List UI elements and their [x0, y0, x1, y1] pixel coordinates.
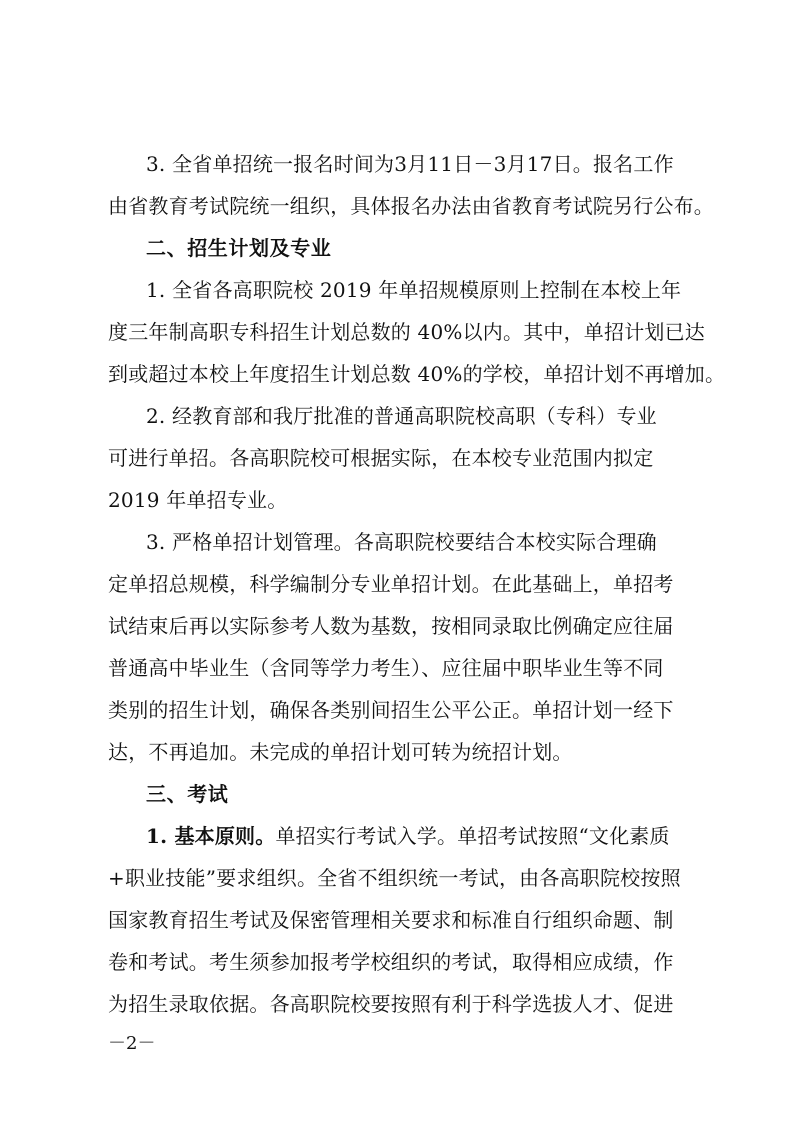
paragraph-line: 度三年制高职专科招生计划总数的 40%以内。其中，单招计划已达 — [108, 320, 706, 344]
paragraph-line: 到或超过本校上年度招生计划总数 40%的学校，单招计划不再增加。 — [108, 362, 726, 386]
paragraph-line: 卷和考试。考生须参加报考学校组织的考试，取得相应成绩，作 — [108, 950, 674, 974]
paragraph-text: 单招实行考试入学。单招考试按照“文化素质 — [275, 824, 670, 848]
paragraph-line: +职业技能”要求组织。全省不组织统一考试，由各高职院校按照 — [108, 866, 681, 890]
paragraph-line: 试结束后再以实际参考人数为基数，按相同录取比例确定应往届 — [108, 614, 674, 638]
paragraph-line: 定单招总规模，科学编制分专业单招计划。在此基础上，单招考 — [108, 572, 674, 596]
paragraph-line: 3. 全省单招统一报名时间为3月11日－3月17日。报名工作 — [146, 152, 674, 176]
paragraph-line: 3. 严格单招计划管理。各高职院校要结合本校实际合理确 — [146, 530, 657, 554]
bold-prefix: 1. 基本原则。 — [146, 824, 276, 848]
paragraph-line: 可进行单招。各高职院校可根据实际，在本校专业范围内拟定 — [108, 446, 654, 470]
paragraph-line: 普通高中毕业生（含同等学力考生）、应往届中职毕业生等不同 — [108, 656, 664, 680]
paragraph-line: 达，不再追加。未完成的单招计划可转为统招计划。 — [108, 740, 573, 764]
paragraph-line: 2019 年单招专业。 — [108, 488, 288, 512]
paragraph-line: 国家教育招生考试及保密管理相关要求和标准自行组织命题、制 — [108, 908, 674, 932]
paragraph-line: 由省教育考试院统一组织，具体报名办法由省教育考试院另行公布。 — [108, 194, 714, 218]
paragraph-line: 为招生录取依据。各高职院校要按照有利于科学选拔人才、促进 — [108, 992, 674, 1016]
paragraph-line: 2. 经教育部和我厅批准的普通高职院校高职（专科）专业 — [146, 404, 657, 428]
paragraph-line: 1. 全省各高职院校 2019 年单招规模原则上控制在本校上年 — [146, 278, 682, 302]
page-number: －2－ — [108, 1033, 156, 1054]
paragraph-line: 类别的招生计划，确保各类别间招生公平公正。单招计划一经下 — [108, 698, 674, 722]
section-heading: 二、招生计划及专业 — [146, 236, 332, 260]
paragraph-line — [0, 822, 793, 850]
section-heading: 三、考试 — [146, 782, 229, 806]
